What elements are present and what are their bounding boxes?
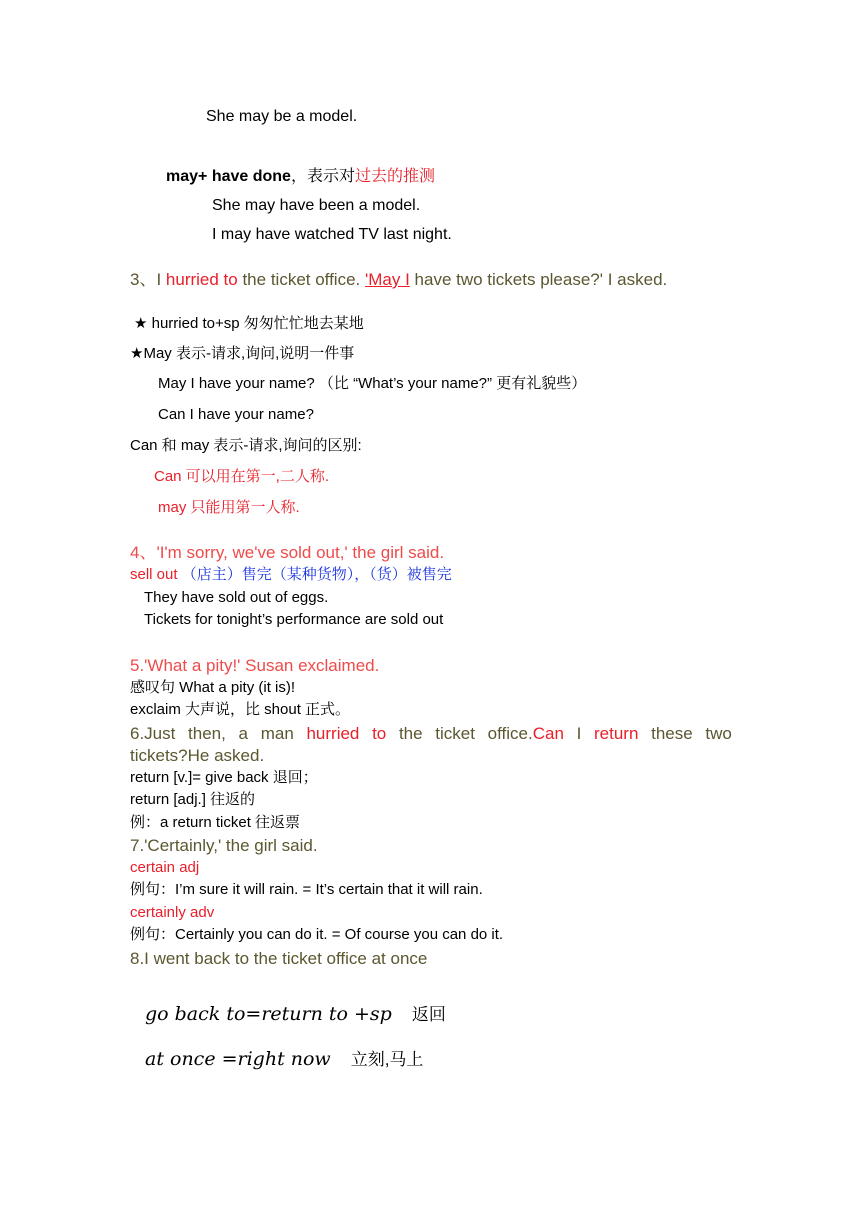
s6-word: office. [487, 724, 533, 743]
sentence-7: 7.'Certainly,' the girl said. [130, 836, 318, 855]
s3-may-i: 'May I [365, 270, 410, 289]
s6-word-return: return [594, 724, 639, 743]
s3-part-c: the ticket office. [237, 270, 365, 289]
at-once-meaning: 立刻,马上 [350, 1050, 424, 1069]
certain-adj-term: certain adj [130, 859, 200, 876]
s6-office-can [488, 724, 564, 744]
sentence-3 [130, 270, 667, 290]
certainly-adv-term: certainly adv [130, 904, 215, 921]
example-she-may-be: She may be a model. [206, 108, 358, 125]
go-back-phrase: go back to=return to +sp [145, 1003, 392, 1025]
s6-word-hurried: hurried [306, 724, 360, 743]
at-once-note [145, 1048, 423, 1071]
s6-word: 6.Just [130, 724, 176, 743]
go-back-meaning: 返回 [411, 1005, 446, 1024]
s6-word-to: to [372, 724, 387, 743]
s6-word: then, [188, 724, 226, 743]
rule-keyword: may+ have done [166, 168, 291, 185]
sell-out-term: sell out [130, 566, 182, 583]
s3-hurried-to: hurried to [165, 270, 238, 289]
s3-part-a: 3、I [130, 270, 166, 289]
example-she-may-have-been: She may have been a model. [212, 197, 421, 214]
return-ticket-example: 例：a return ticket 往返票 [130, 814, 301, 831]
at-once-phrase: at once =right now [145, 1048, 331, 1070]
sentence-6-line-2: tickets?He asked. [130, 746, 265, 765]
sentence-4: 4、'I'm sorry, we've sold out,' the girl said. [130, 543, 445, 562]
return-verb-note: return [v.]= give back 退回； [130, 769, 318, 786]
s6-word: man [260, 724, 294, 743]
example-sold-out-eggs: They have sold out of eggs. [144, 589, 329, 606]
s6-word: I [576, 724, 582, 743]
sentence-8: 8.I went back to the ticket office at once [130, 949, 428, 968]
example-tickets-sold-out: Tickets for tonight’s performance are sold out [144, 611, 444, 628]
sentence-5: 5.'What a pity!' Susan exclaimed. [130, 656, 380, 675]
note-may-request: ★May 表示-请求,询问,说明一件事 [130, 345, 355, 362]
certain-example: 例句：I’m sure it will rain. = It’s certain that it will rain. [130, 881, 483, 898]
s6-word: ticket [435, 724, 475, 743]
exclamation-note: 感叹句 What a pity (it is)! [130, 679, 296, 696]
example-i-may-have-watched: I may have watched TV last night. [212, 226, 452, 243]
may-have-done-rule [166, 167, 435, 186]
note-can-usage: Can 可以用在第一,二人称. [154, 468, 330, 485]
certainly-example: 例句：Certainly you can do it. = Of course you can do it. [130, 926, 504, 943]
s6-word: two [705, 724, 732, 743]
sell-out-definition [130, 566, 452, 584]
s6-word-can: Can [532, 724, 564, 743]
go-back-to-note [145, 1003, 446, 1026]
note-can-i-have: Can I have your name? [158, 406, 314, 423]
s6-word: these [651, 724, 693, 743]
sell-out-meaning: （店主）售完（某种货物），（货）被售完 [181, 566, 452, 583]
s6-word: the [398, 724, 423, 743]
s6-word: a [238, 724, 249, 743]
s3-part-e: have two tickets please?' I asked. [409, 270, 668, 289]
rule-text: ，表示对 [290, 168, 355, 185]
rule-highlight: 过去的推测 [354, 168, 435, 185]
note-may-i-have: May I have your name? （比 “What’s your name?” 更有礼貌些） [158, 375, 587, 392]
note-hurried-to: ★ hurried to+sp 匆匆忙忙地去某地 [134, 315, 364, 332]
sentence-6-line-1 [130, 724, 732, 744]
exclaim-note: exclaim 大声说，比 shout 正式。 [130, 701, 351, 718]
return-adj-note: return [adj.] 往返的 [130, 791, 256, 808]
note-may-usage: may 只能用第一人称. [158, 499, 300, 516]
note-difference: Can 和 may 表示-请求,询问的区别: [130, 437, 362, 454]
